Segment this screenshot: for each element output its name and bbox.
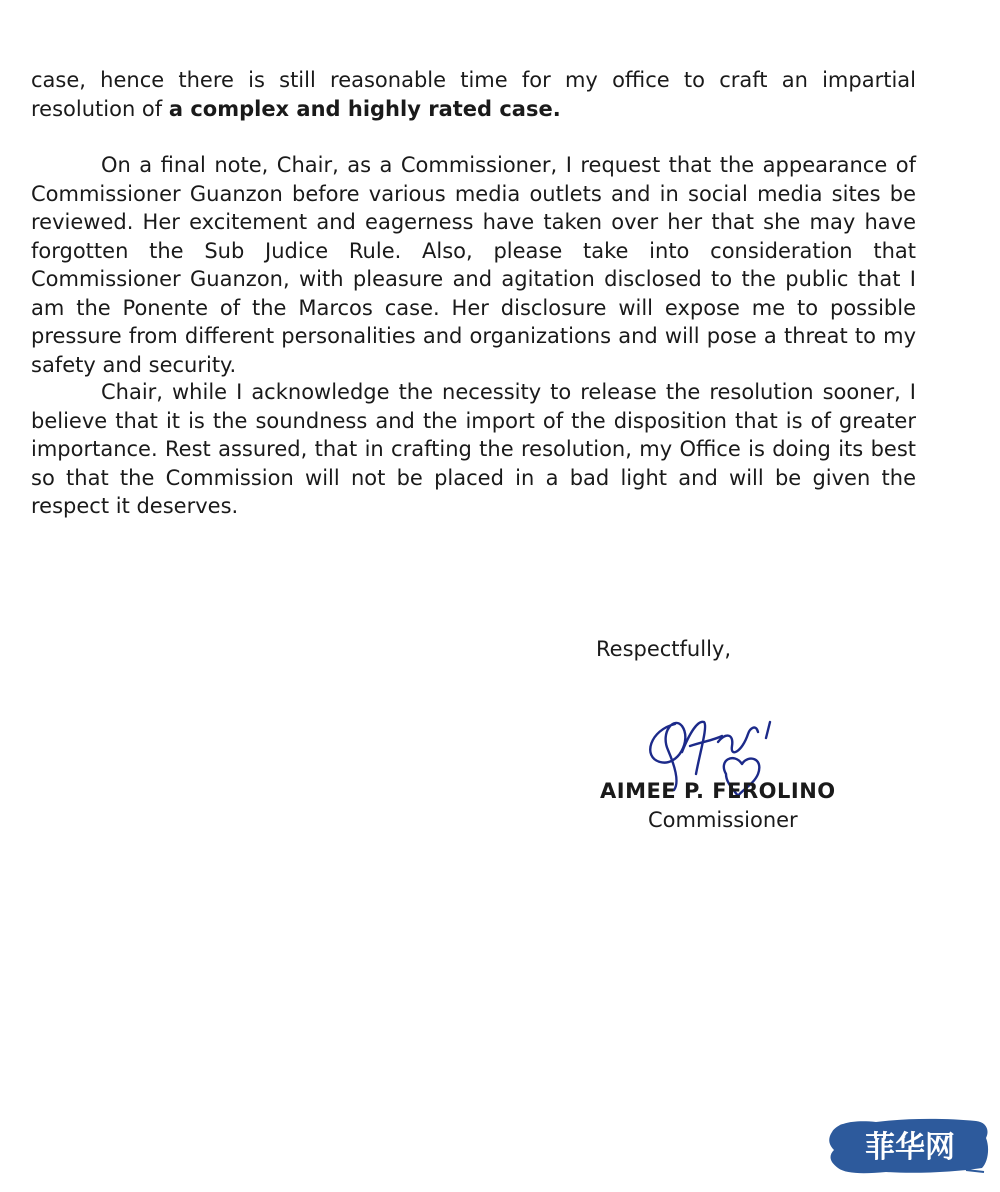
paragraph-conclusion: Chair, while I acknowledge the necessity to release the resolution sooner, I believe that it is the soundness and the import of the disposition that is of greater importance. Rest assured, that in crafting the resolution, my Office is doing its best so that the Commission will not be placed in a bad light and will be given the respect it deserves. [31, 380, 916, 518]
closing-salutation: Respectfully, [596, 637, 732, 661]
site-watermark-logo [826, 1112, 992, 1180]
svg-text:菲华网: 菲华网 [865, 1130, 955, 1165]
paragraph-final-note: On a final note, Chair, as a Commissioner, I request that the appearance of Commissioner Guanzon before various media outlets and in social media sites be reviewed. Her excitement and eagerness have taken over her that she may have forgotten the Sub Judice Rule. Also, please take into consideration that Commissioner Guanzon, with pleasure and agitation disclosed to the public that I am the Ponente of the Marcos case. Her disclosure will expose me to possible pressure from different personalities and organizations and will pose a threat to my safety and security. [31, 153, 916, 377]
paragraph-continuation [31, 66, 916, 123]
paragraph-continuation-text: case, hence there is still reasonable time for my office to craft an impartial resolution of [31, 68, 916, 121]
signer-title: Commissioner [648, 808, 798, 832]
paragraph-continuation-bold: a complex and highly rated case. [168, 96, 561, 121]
signer-name: AIMEE P. FEROLINO [600, 779, 836, 803]
